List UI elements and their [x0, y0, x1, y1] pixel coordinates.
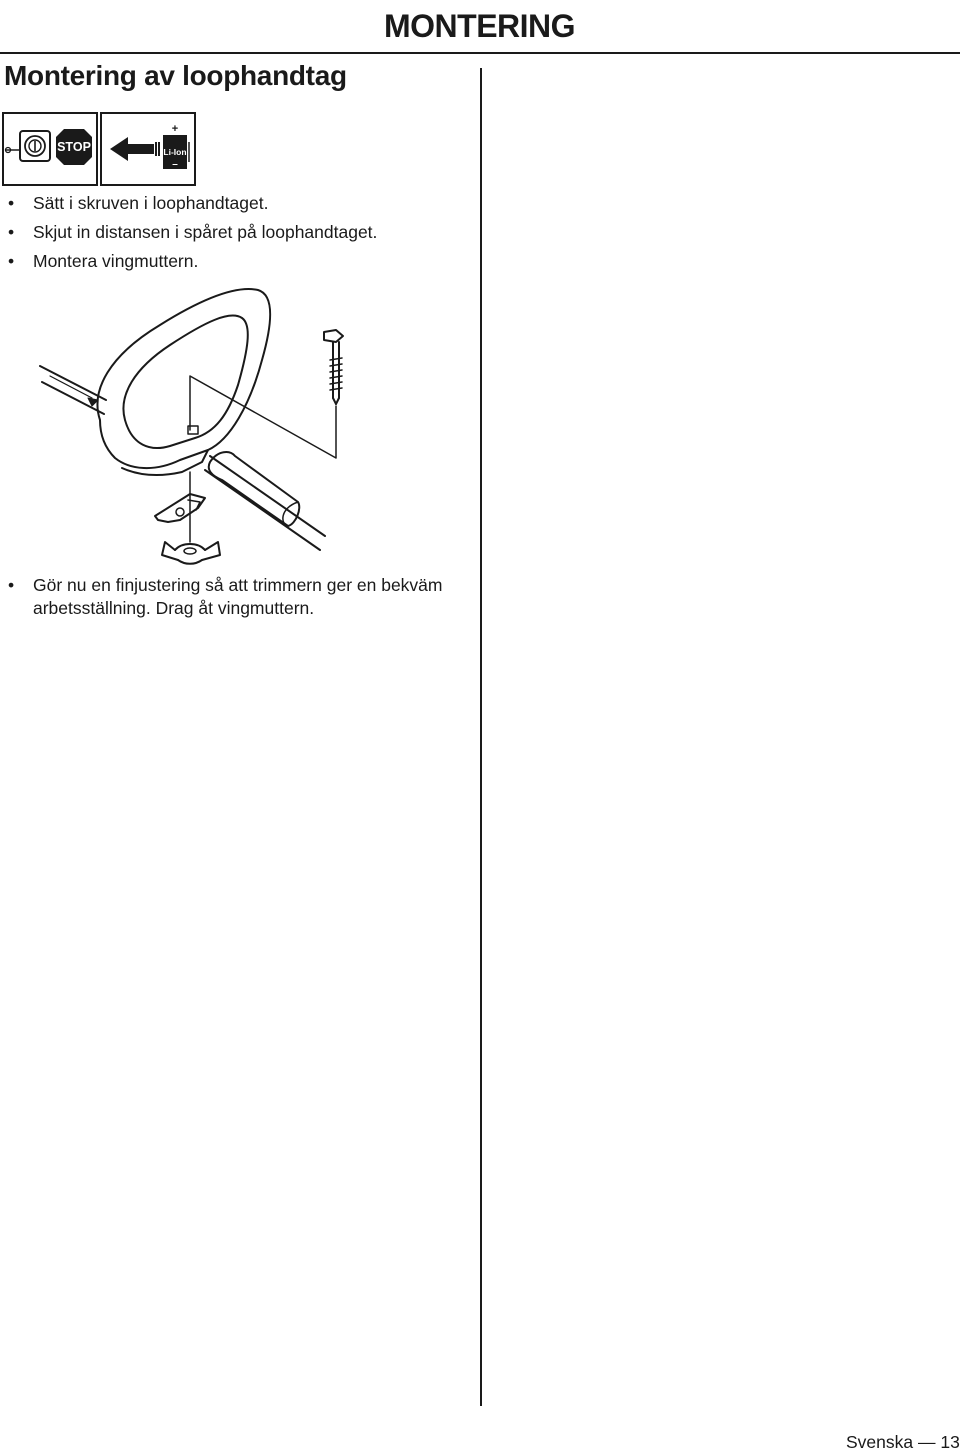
page-number: 13	[940, 1432, 960, 1452]
step-item: • Montera vingmuttern.	[8, 247, 377, 276]
screw	[324, 330, 343, 404]
battery-removal-icon	[102, 114, 194, 184]
battery-type-label: Li-Ion	[163, 147, 187, 157]
page-footer	[846, 1432, 960, 1453]
step-item: • Sätt i skruven i loophandtaget.	[8, 189, 377, 218]
loop-handle-assembly-illustration	[30, 280, 350, 570]
section-header: MONTERING	[384, 8, 576, 44]
wing-nut	[162, 542, 220, 564]
battery-removal-icon-box	[100, 112, 196, 186]
stop-switch-icon-box	[2, 112, 98, 186]
footer-language: Svenska	[846, 1432, 914, 1452]
shaft-right	[205, 452, 325, 550]
step-item: • Skjut in distansen i spåret på loophandtaget.	[8, 218, 377, 247]
stop-sign-label: STOP	[57, 140, 91, 154]
spacer	[155, 494, 205, 522]
header-rule	[0, 52, 960, 54]
shaft-left	[40, 366, 106, 414]
step-item: • Gör nu en finjustering så att trimmern ger en bekväm arbetsställning. Drag åt vingmuttern.	[8, 574, 473, 620]
footer-separator: —	[918, 1432, 936, 1452]
page-title: Montering av loophandtag	[4, 60, 347, 91]
loop-handle	[98, 289, 271, 475]
step-list	[8, 189, 377, 276]
final-step-list	[8, 574, 473, 620]
battery-minus-label: –	[172, 159, 178, 170]
column-divider	[480, 68, 482, 1406]
battery-plus-label: +	[171, 123, 179, 135]
stop-switch-icon	[4, 114, 96, 184]
